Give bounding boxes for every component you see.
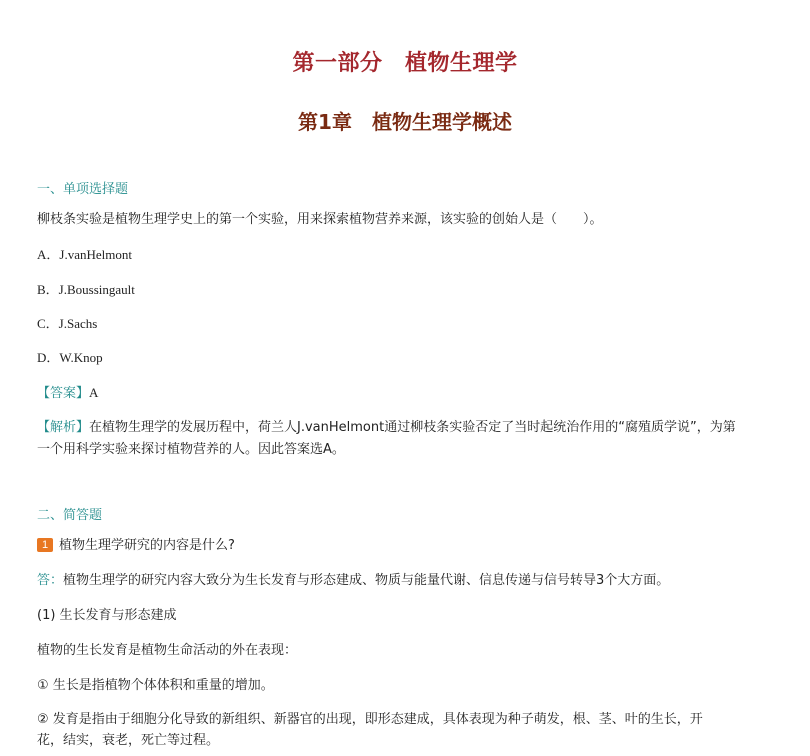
analysis-tag: 【解析】: [37, 420, 90, 435]
chapter-title: 第1章 植物生理学概述: [298, 110, 512, 134]
question-number-badge: 1: [37, 538, 53, 552]
section-heading-short-answer: 二、简答题: [37, 508, 103, 523]
short-question-line: [37, 535, 777, 557]
section-heading-choice: 一、单项选择题: [37, 182, 129, 197]
question-text: 柳枝条实验是植物生理学史上的第一个实验，用来探索植物营养来源，该实验的创始人是（ ）。: [37, 212, 603, 227]
option-c: C．J.Sachs: [37, 316, 98, 331]
option-d: D．W.Knop: [37, 350, 103, 365]
growth-intro: 植物的生长发育是植物生命活动的外在表现：: [37, 643, 298, 658]
analysis-text-1: 在植物生理学的发展历程中，荷兰人J.vanHelmont通过柳枝条实验否定了当时起统治作用的“腐殖质学说”，为第: [89, 420, 736, 435]
short-answer-text: 植物生理学的研究内容大致分为生长发育与形态建成、物质与能量代谢、信息传递与信号转导3个大方面。: [63, 573, 670, 588]
option-a: A．J.vanHelmont: [37, 247, 132, 262]
short-question-text: 植物生理学研究的内容是什么?: [59, 538, 235, 553]
point-2-line-1: ② 发育是指由于细胞分化导致的新组织、新器官的出现，即形态建成，具体表现为种子萌发，根、茎、叶的生长，开: [37, 712, 703, 727]
answer-label: 答：: [37, 573, 64, 588]
answer-value: A: [89, 385, 99, 400]
subheading-growth: (1) 生长发育与形态建成: [37, 608, 177, 623]
analysis-line-2: 一个用科学实验来探讨植物营养的人。因此答案选A。: [37, 442, 345, 457]
option-b: B．J.Boussingault: [37, 282, 135, 297]
point-1: ① 生长是指植物个体体积和重量的增加。: [37, 678, 274, 693]
point-2-line-2: 花，结实，衰老，死亡等过程。: [37, 733, 220, 748]
part-title: 第一部分 植物生理学: [292, 51, 518, 76]
short-answer-line: [37, 570, 777, 592]
answer-line: [37, 382, 777, 405]
answer-tag: 【答案】: [37, 386, 90, 401]
analysis-line-1: [37, 417, 777, 439]
